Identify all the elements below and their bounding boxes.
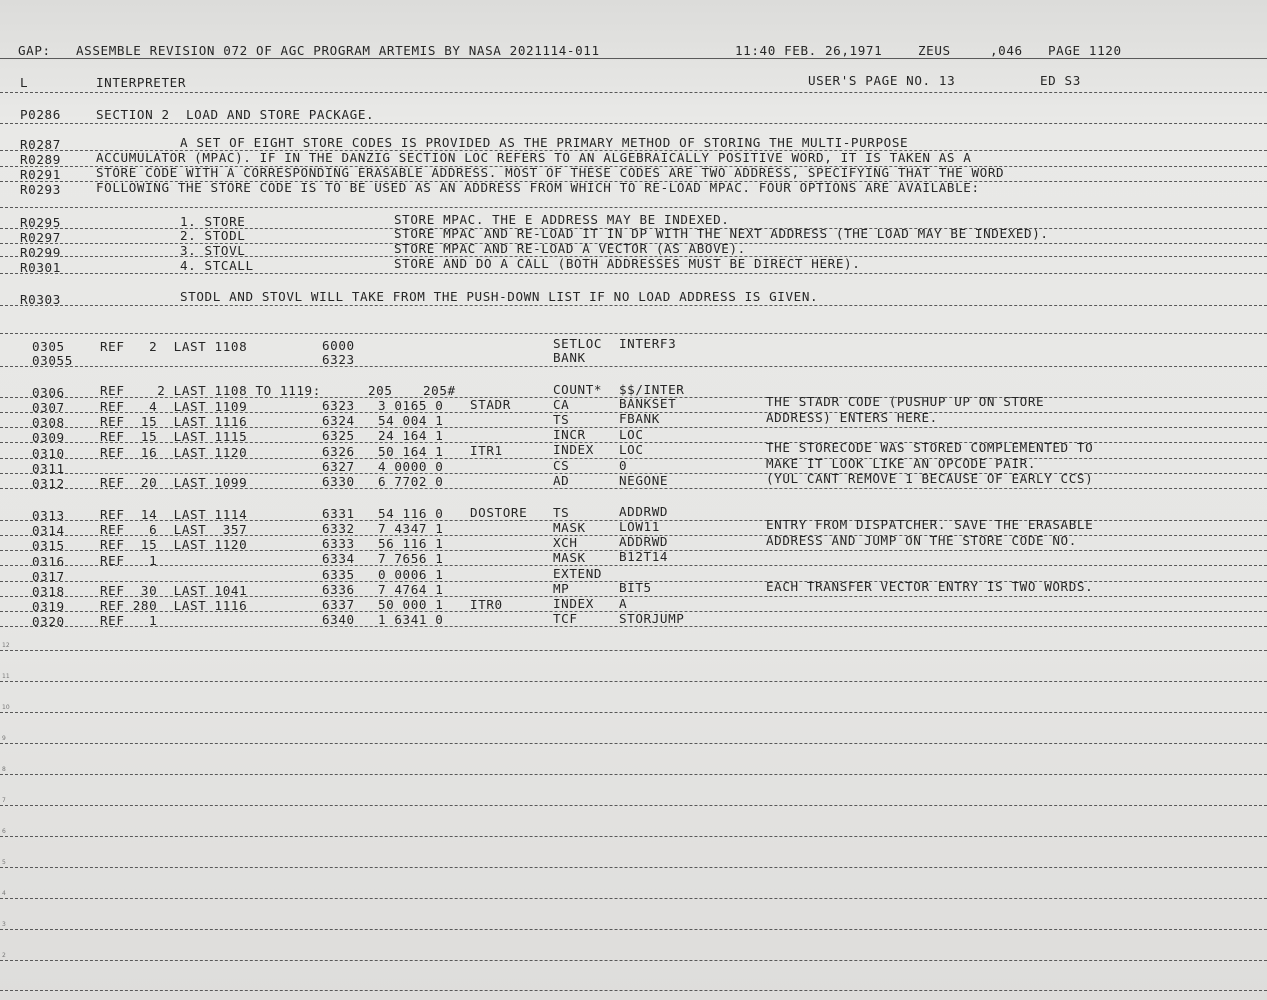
option-desc: STORE MPAC AND RE-LOAD A VECTOR (AS ABOVE). [394,241,746,256]
code-address: 6323 [322,352,355,367]
margin-number: 8 [2,766,6,773]
margin-number: 2 [2,952,6,959]
host-name: ZEUS [918,43,951,58]
code-line-number: 0306 [32,385,65,400]
title-line-id: P0286 [20,107,61,122]
users-page: USER'S PAGE NO. 13 [808,73,956,88]
code-op: CA [553,397,570,412]
remark-text: A SET OF EIGHT STORE CODES IS PROVIDED AS THE PRIMARY METHOD OF STORING THE MULTI-PURPOSE [180,135,909,150]
code-address: 6336 [322,582,355,597]
remark-text: STORE CODE WITH A CORRESPONDING ERASABLE ADDRESS. MOST OF THESE CODES ARE TWO ADDRESS, SPECIFYING THAT THE WORD [96,165,1005,180]
code-address: 6333 [322,536,355,551]
sequence-number: ,046 [990,43,1023,58]
code-word: 6 7702 0 [378,474,444,489]
option-name: 1. STORE [180,214,246,229]
page-number: PAGE 1120 [1048,43,1122,58]
margin-number: 4 [2,890,6,897]
code-ref: REF 14 LAST 1114 [100,507,248,522]
code-word: 7 7656 1 [378,551,444,566]
option-id: R0297 [20,230,61,245]
option-id: R0295 [20,215,61,230]
code-ref: REF 16 LAST 1120 [100,445,248,460]
form-rule [0,960,1267,961]
code-word: 54 004 1 [378,413,444,428]
code-address: 6331 [322,506,355,521]
code-line-number: 0307 [32,400,65,415]
code-ref: REF 280 LAST 1116 [100,598,248,613]
note-id: R0303 [20,292,61,307]
code-op: COUNT* [553,382,603,397]
form-rule [0,774,1267,775]
code-operand: 0 [619,458,628,473]
code-ref: REF 2 LAST 1108 [100,339,248,354]
code-op: TCF [553,611,578,626]
form-rule [0,805,1267,806]
margin-number: 10 [2,704,10,711]
form-rule [0,92,1267,93]
code-ref: REF 30 LAST 1041 [100,583,248,598]
code-comment: THE STORECODE WAS STORED COMPLEMENTED TO [766,440,1094,455]
form-rule [0,123,1267,124]
eds-label: ED S3 [1040,73,1081,88]
option-desc: STORE AND DO A CALL (BOTH ADDRESSES MUST BE DIRECT HERE). [394,256,861,271]
margin-number: 3 [2,921,6,928]
code-operand: LOW11 [619,519,660,534]
remark-text: FOLLOWING THE STORE CODE IS TO BE USED AS AN ADDRESS FROM WHICH TO RE-LOAD MPAC. FOUR OPTIONS ARE AVAILABLE: [96,180,980,195]
code-op: AD [553,473,570,488]
code-address: 6337 [322,597,355,612]
code-line-number: 0310 [32,446,65,461]
form-rule [0,650,1267,651]
code-op: MASK [553,550,586,565]
code-line-number: 0311 [32,461,65,476]
code-ref: REF 1 [100,553,158,568]
code-label: ITR1 [470,443,503,458]
code-comment: (YUL CANT REMOVE 1 BECAUSE OF EARLY CCS) [766,471,1094,486]
code-word: 3 0165 0 [378,398,444,413]
code-operand: NEGONE [619,473,669,488]
code-ref: REF 15 LAST 1116 [100,414,248,429]
margin-number: 11 [2,673,10,680]
code-operand: INTERF3 [619,336,677,351]
code-ref: REF 15 LAST 1120 [100,537,248,552]
code-op: INDEX [553,442,594,457]
code-operand: A [619,596,628,611]
section-name: INTERPRETER [96,75,187,90]
code-ref: REF 1 [100,613,158,628]
option-name: 2. STODL [180,228,246,243]
code-label: ITR0 [470,597,503,612]
option-id: R0301 [20,260,61,275]
code-operand: BIT5 [619,580,652,595]
code-address: 205 [368,383,393,398]
form-rule [0,273,1267,274]
form-rule [0,712,1267,713]
code-op: SETLOC [553,336,603,351]
option-id: R0299 [20,245,61,260]
code-line-number: 03055 [32,353,73,368]
code-op: XCH [553,535,578,550]
option-desc: STORE MPAC. THE E ADDRESS MAY BE INDEXED. [394,212,730,227]
form-rule [0,488,1267,489]
log-marker: L [20,75,29,90]
code-address: 6327 [322,459,355,474]
form-rule [0,743,1267,744]
remark-text: ACCUMULATOR (MPAC). IF IN THE DANZIG SECTION LOC REFERS TO AN ALGEBRAICALLY POSITIVE WORD, IT IS TAKEN AS A [96,150,972,165]
code-word: 50 164 1 [378,444,444,459]
option-name: 4. STCALL [180,258,254,273]
option-desc: STORE MPAC AND RE-LOAD IT IN DP WITH THE NEXT ADDRESS (THE LOAD MAY BE INDEXED). [394,226,1049,241]
code-op: BANK [553,350,586,365]
remark-id: R0291 [20,167,61,182]
code-op: CS [553,458,570,473]
margin-number: 7 [2,797,6,804]
code-operand: B12T14 [619,549,669,564]
code-line-number: 0312 [32,476,65,491]
code-operand: BANKSET [619,396,677,411]
code-line-number: 0317 [32,569,65,584]
code-ref: REF 15 LAST 1115 [100,429,248,444]
margin-number: 6 [2,828,6,835]
remark-id: R0287 [20,137,61,152]
code-ref: REF 20 LAST 1099 [100,475,248,490]
code-ref: REF 4 LAST 1109 [100,399,248,414]
form-rule [0,596,1267,597]
margin-number: 5 [2,859,6,866]
code-word: 7 4347 1 [378,521,444,536]
code-line-number: 0309 [32,430,65,445]
code-label: STADR [470,397,511,412]
code-operand: LOC [619,427,644,442]
form-rule [0,626,1267,627]
note-text: STODL AND STOVL WILL TAKE FROM THE PUSH-DOWN LIST IF NO LOAD ADDRESS IS GIVEN. [180,289,819,304]
code-word: 7 4764 1 [378,582,444,597]
code-comment: ENTRY FROM DISPATCHER. SAVE THE ERASABLE [766,517,1094,532]
code-word: 0 0006 1 [378,567,444,582]
code-comment: THE STADR CODE (PUSHUP UP ON STORE [766,394,1045,409]
code-line-number: 0320 [32,614,65,629]
code-line-number: 0314 [32,523,65,538]
code-address: 6335 [322,567,355,582]
code-line-number: 0308 [32,415,65,430]
code-address: 6324 [322,413,355,428]
code-word: 1 6341 0 [378,612,444,627]
code-line-number: 0316 [32,554,65,569]
code-address: 6326 [322,444,355,459]
form-rule [0,366,1267,367]
section-title: SECTION 2 LOAD AND STORE PACKAGE. [96,107,375,122]
form-rule [0,929,1267,930]
code-word: 50 000 1 [378,597,444,612]
code-op: INDEX [553,596,594,611]
code-op: EXTEND [553,566,603,581]
code-word: 24 164 1 [378,428,444,443]
form-rule [0,836,1267,837]
code-comment: ADDRESS AND JUMP ON THE STORE CODE NO. [766,533,1077,548]
code-ref: REF 6 LAST 357 [100,522,248,537]
gap-label: GAP: [18,43,51,58]
form-rule [0,898,1267,899]
code-word: 205# [423,383,456,398]
code-operand: ADDRWD [619,534,669,549]
code-word: 4 0000 0 [378,459,444,474]
margin-number: 9 [2,735,6,742]
code-address: 6332 [322,521,355,536]
form-rule [0,207,1267,208]
code-line-number: 0318 [32,584,65,599]
form-rule [0,305,1267,306]
code-line-number: 0305 [32,339,65,354]
code-line-number: 0319 [32,599,65,614]
remark-id: R0293 [20,182,61,197]
code-address: 6330 [322,474,355,489]
code-comment: EACH TRANSFER VECTOR ENTRY IS TWO WORDS. [766,579,1094,594]
code-address: 6323 [322,398,355,413]
margin-number: 12 [2,642,10,649]
code-line-number: 0313 [32,508,65,523]
form-rule [0,990,1267,991]
code-operand: STORJUMP [619,611,685,626]
code-ref: REF 2 LAST 1108 TO 1119: [100,383,321,398]
code-operand: ADDRWD [619,504,669,519]
code-address: 6325 [322,428,355,443]
form-rule [0,565,1267,566]
code-operand: LOC [619,442,644,457]
form-rule [0,333,1267,334]
remark-id: R0289 [20,152,61,167]
code-address: 6334 [322,551,355,566]
header-rule [0,58,1267,59]
assembly-time: 11:40 FEB. 26,1971 [735,43,883,58]
code-comment: ADDRESS) ENTERS HERE. [766,410,938,425]
code-line-number: 0315 [32,538,65,553]
code-operand: $$/INTER [619,382,685,397]
code-address: 6340 [322,612,355,627]
form-rule [0,458,1267,459]
form-rule [0,867,1267,868]
code-address: 6000 [322,338,355,353]
code-op: TS [553,412,570,427]
assemble-title: ASSEMBLE REVISION 072 OF AGC PROGRAM ARTEMIS BY NASA 2021114-011 [76,43,600,58]
code-op: INCR [553,427,586,442]
form-rule [0,681,1267,682]
code-op: MP [553,581,570,596]
code-op: MASK [553,520,586,535]
code-comment: MAKE IT LOOK LIKE AN OPCODE PAIR. [766,456,1037,471]
code-label: DOSTORE [470,505,528,520]
code-word: 56 116 1 [378,536,444,551]
code-op: TS [553,505,570,520]
code-operand: FBANK [619,411,660,426]
code-word: 54 116 0 [378,506,444,521]
option-name: 3. STOVL [180,243,246,258]
